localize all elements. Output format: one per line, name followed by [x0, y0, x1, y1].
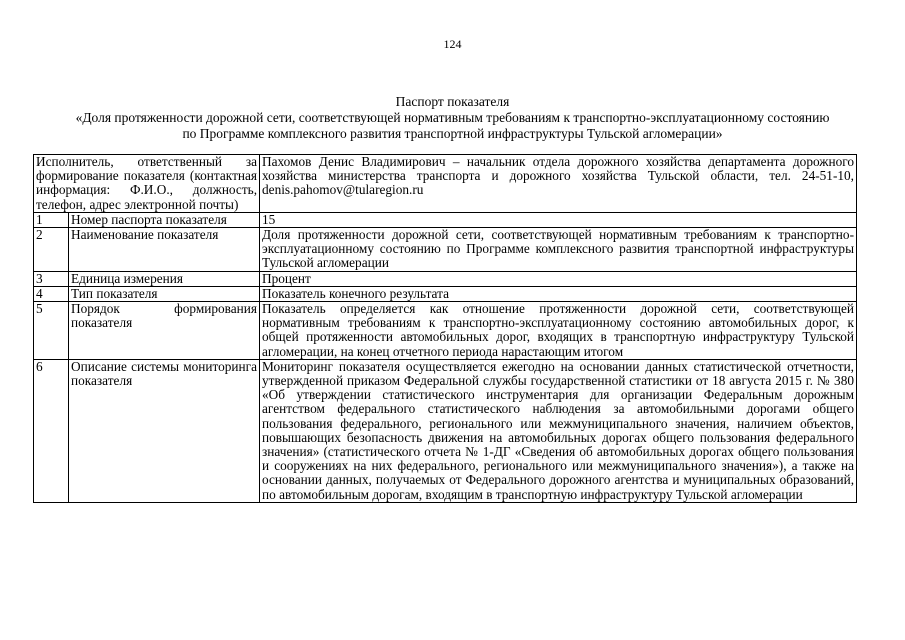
row-label: Единица измерения [69, 271, 260, 286]
row-label: Тип показателя [69, 286, 260, 301]
row-number: 6 [34, 359, 69, 502]
row-label: Описание системы мониторинга показателя [69, 359, 260, 502]
row-number: 4 [34, 286, 69, 301]
row-label: Порядок формирования показателя [69, 302, 260, 360]
row-value: Показатель конечного результата [260, 286, 857, 301]
title-line-3: по Программе комплексного развития транспортной инфраструктуры Тульской агломерации» [182, 126, 723, 141]
title-line-1: Паспорт показателя [395, 94, 510, 109]
row-label: Номер паспорта показателя [69, 212, 260, 227]
passport-table [33, 154, 857, 503]
row-number: 5 [34, 302, 69, 360]
executor-label: Исполнитель, ответственный за формирование показателя (контактная информация: Ф.И.О., должность, телефон, адрес электронной почты) [34, 155, 260, 213]
row-value: Показатель определяется как отношение протяженности дорожной сети, соответствующей нормативным требованиям к транспортно-эксплуатационному состоянию автомобильных дорог, к общей протяженности автомобильных дорог, входящих в транспортную инфраструктуру Тульской агломерации, на конец отчетного периода нарастающим итогом [260, 302, 857, 360]
row-value: Мониторинг показателя осуществляется ежегодно на основании данных статистической отчетности, утвержденной приказом Федеральной службы государственной статистики от 18 августа 2015 г. № 380 «Об утверждении статистического инструментария для организации Федеральным дорожным агентством федерального статистического наблюдения за автомобильными дорогами общего пользования федерального, регионального или межмуниципального значения, наличием объектов, повышающих безопасность движения на автомобильных дорогах общего пользования федерального значения» (статистического отчета № 1-ДГ «Сведения об автомобильных дорогах общего пользования и сооружениях на них федерального, регионального или межмуниципального значения»), а также на основании данных, получаемых от Федерального дорожного агентства и муниципальных образований, по автомобильным дорогам, входящим в транспортную инфраструктуру Тульской агломерации [260, 359, 857, 502]
table-row [34, 228, 857, 272]
row-label: Наименование показателя [69, 228, 260, 272]
document-title [20, 94, 885, 142]
page-number: 124 [443, 37, 462, 51]
row-number: 3 [34, 271, 69, 286]
table-row-executor [34, 155, 857, 213]
table-row [34, 286, 857, 301]
table-row [34, 359, 857, 502]
row-value: 15 [260, 212, 857, 227]
row-value: Процент [260, 271, 857, 286]
title-line-2: «Доля протяженности дорожной сети, соответствующей нормативным требованиям к транспортно-эксплуатационному состоянию [75, 110, 830, 125]
row-value: Доля протяженности дорожной сети, соответствующей нормативным требованиям к транспортно-эксплуатационному состоянию по Программе комплексного развития транспортной инфраструктуры Тульской агломерации [260, 228, 857, 272]
table-row [34, 271, 857, 286]
executor-value: Пахомов Денис Владимирович – начальник отдела дорожного хозяйства департамента дорожного хозяйства министерства транспорта и дорожного хозяйства Тульской области, тел. 24-51-10, denis.pahomov@tularegion.ru [260, 155, 857, 213]
row-number: 1 [34, 212, 69, 227]
row-number: 2 [34, 228, 69, 272]
table-row [34, 302, 857, 360]
table-row [34, 212, 857, 227]
